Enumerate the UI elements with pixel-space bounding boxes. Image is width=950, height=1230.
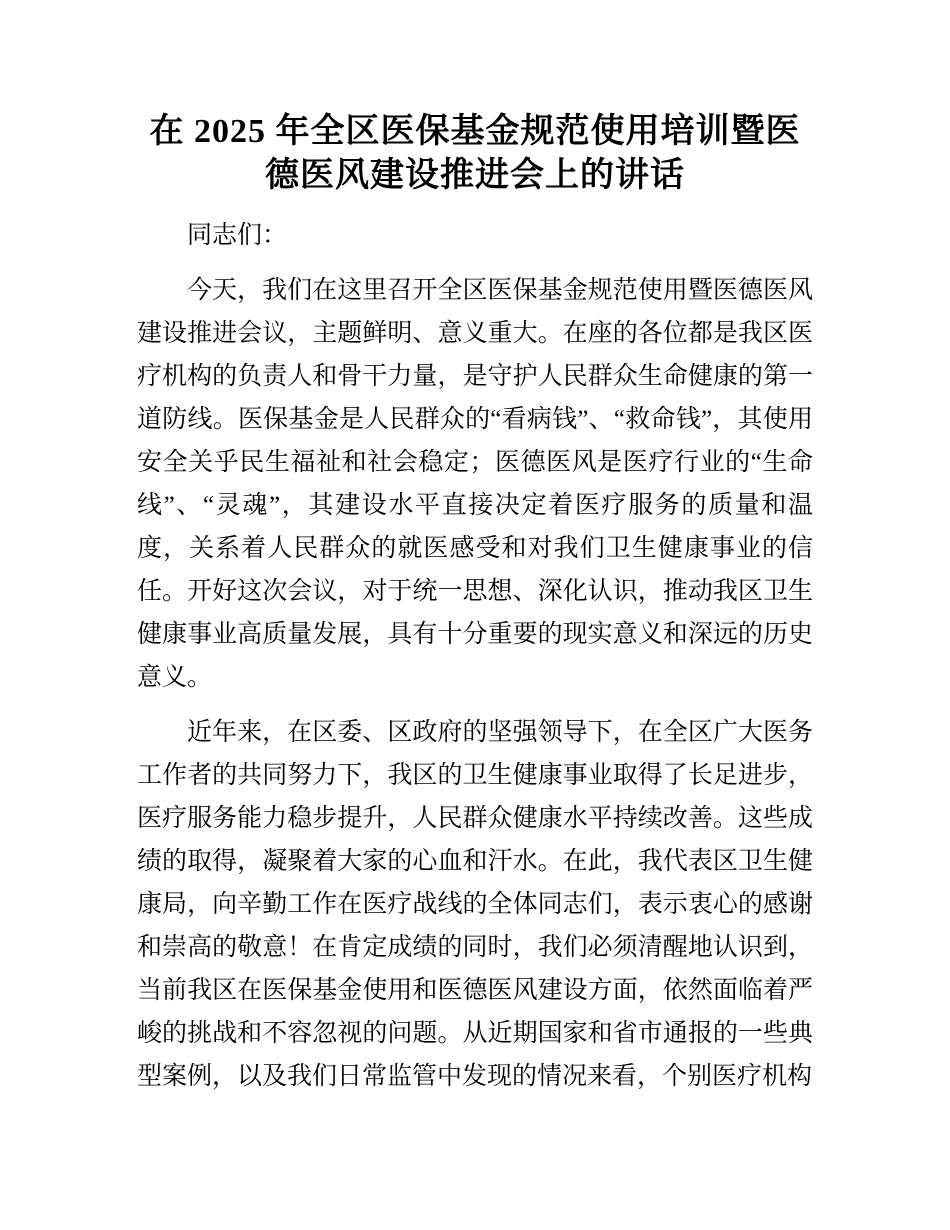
paragraph-opening: 今天，我们在这里召开全区医保基金规范使用暨医德医风建设推进会议，主题鲜明、意义重大。在座的各位都是我区医疗机构的负责人和骨干力量，是守护人民群众生命健康的第一道防线。医保基金是人民群众的“看病钱”、“救命钱”，其使用安全关乎民生福祉和社会稳定；医德医风是医疗行业的“生命线”、“灵魂”，其建设水平直接决定着医疗服务的质量和温度，关系着人民群众的就医感受和对我们卫生健康事业的信任。开好这次会议，对于统一思想、深化认识，推动我区卫生健康事业高质量发展，具有十分重要的现实意义和深远的历史意义。 <box>137 277 813 691</box>
paragraph-achievements-and-problems: 近年来，在区委、区政府的坚强领导下，在全区广大医务工作者的共同努力下，我区的卫生健康事业取得了长足进步，医疗服务能力稳步提升，人民群众健康水平持续改善。这些成绩的取得，凝聚着大家的心血和汗水。在此，我代表区卫生健康局，向辛勤工作在医疗战线的全体同志们，表示衷心的感谢和崇高的敬意！在肯定成绩的同时，我们必须清醒地认识到，当前我区在医保基金使用和医德医风建设方面，依然面临着严峻的挑战和不容忽视的问题。从近期国家和省市通报的一些典型案例，以及我们日常监管中发现的情况来看，个别医疗机构 <box>137 719 813 1090</box>
document-title: 在 2025 年全区医保基金规范使用培训暨医德医风建设推进会上的讲话 <box>149 113 801 194</box>
salutation: 同志们： <box>187 222 288 249</box>
